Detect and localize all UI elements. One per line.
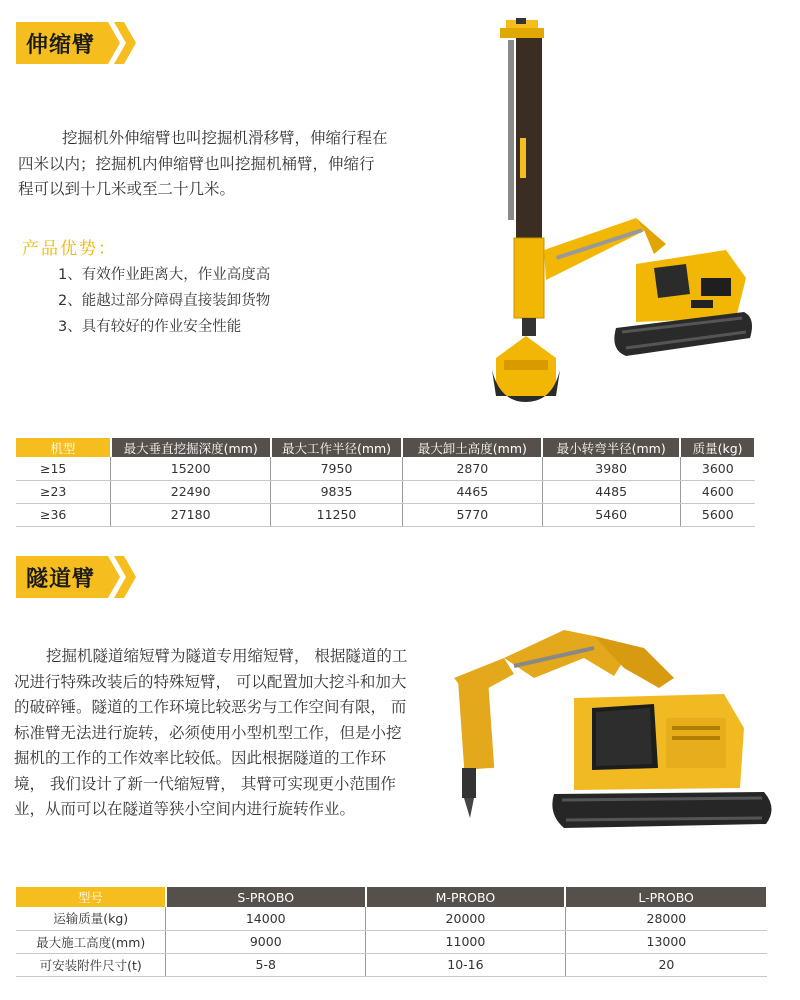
table-cell: 5460 [542, 503, 680, 526]
table-header-row [16, 887, 767, 907]
header-cell: L-PROBO [565, 887, 767, 907]
section-title: 隧道臂 [26, 567, 96, 592]
advantage-item: 1、有效作业距离大，作业高度高 [58, 267, 271, 283]
telescopic-spec-table [16, 438, 756, 527]
table-cell: 9835 [271, 480, 403, 503]
table-cell: 7950 [271, 457, 403, 480]
header-cell: M-PROBO [366, 887, 566, 907]
table-cell: 最大施工高度(mm) [16, 930, 166, 953]
paragraph-line: 况进行特殊改装后的特殊短臂， 可以配置加大挖斗和加大 [14, 672, 407, 691]
header-cell: 型号 [16, 887, 166, 907]
section-title-banner-tunnel [16, 556, 142, 598]
header-cell: 最大垂直挖掘深度(mm) [111, 438, 271, 457]
telescopic-description [18, 126, 448, 203]
table-row [16, 907, 767, 930]
header-cell: S-PROBO [166, 887, 366, 907]
header-cell: 最大卸土高度(mm) [402, 438, 542, 457]
table-cell: 可安装附件尺寸(t) [16, 953, 166, 976]
table-row [16, 457, 755, 480]
paragraph-line: 的破碎锤。隧道的工作环境比较恶劣与工作空间有限， 而 [14, 698, 407, 716]
header-cell: 最大工作半径(mm) [271, 438, 403, 457]
table-row [16, 480, 755, 503]
paragraph-line: 挖掘机隧道缩短臂为隧道专用缩短臂， 根据隧道的工 [46, 647, 408, 665]
table-cell: 4600 [680, 480, 755, 503]
advantage-item: 3、具有较好的作业安全性能 [58, 319, 242, 335]
table-cell: ≥15 [16, 457, 111, 480]
paragraph-line: 境， 我们设计了新一代缩短臂， 其臂可实现更小范围作 [14, 774, 396, 793]
table-cell: 11000 [366, 930, 566, 953]
table-cell: 2870 [402, 457, 542, 480]
paragraph-line: 掘机的工作的工作效率比较低。因此根据隧道的工作环 [14, 749, 387, 767]
paragraph-line: 标准臂无法进行旋转，必须使用小型机型工作，但是小挖 [14, 723, 402, 742]
section-title: 伸缩臂 [26, 33, 96, 58]
table-row [16, 503, 755, 526]
header-cell: 最小转弯半径(mm) [542, 438, 680, 457]
table-cell: 4485 [542, 480, 680, 503]
tunnel-excavator-image [444, 618, 780, 840]
table-cell: 13000 [565, 930, 767, 953]
table-row [16, 953, 767, 976]
table-cell: 5-8 [166, 953, 366, 976]
paragraph-line: 挖掘机外伸缩臂也叫挖掘机滑移臂，伸缩行程在 [62, 129, 388, 147]
header-cell: 质量(kg) [680, 438, 755, 457]
tunnel-description [14, 644, 454, 823]
table-cell: 5770 [402, 503, 542, 526]
table-cell: ≥23 [16, 480, 111, 503]
table-cell: 3980 [542, 457, 680, 480]
table-cell: 14000 [166, 907, 366, 930]
table-cell: 20000 [366, 907, 566, 930]
paragraph-line: 业，从而可以在隧道等狭小空间内进行旋转作业。 [14, 800, 356, 818]
table-cell: 11250 [271, 503, 403, 526]
table-cell: 10-16 [366, 953, 566, 976]
tunnel-spec-table [16, 887, 768, 977]
header-cell: 机型 [16, 438, 111, 457]
table-cell: 20 [565, 953, 767, 976]
table-cell: ≥36 [16, 503, 111, 526]
table-cell: 9000 [166, 930, 366, 953]
paragraph-line: 程可以到十几米或至二十几米。 [18, 180, 236, 198]
table-cell: 22490 [111, 480, 271, 503]
advantage-item: 2、能越过部分障碍直接装卸货物 [58, 293, 271, 309]
table-cell: 3600 [680, 457, 755, 480]
table-header-row [16, 438, 755, 457]
table-row [16, 930, 767, 953]
telescopic-excavator-image [486, 18, 756, 410]
table-cell: 28000 [565, 907, 767, 930]
advantages-list [58, 262, 270, 340]
paragraph-line: 四米以内；挖掘机内伸缩臂也叫挖掘机桶臂，伸缩行 [18, 154, 375, 173]
table-cell: 5600 [680, 503, 755, 526]
advantages-title: 产品优势： [22, 239, 117, 259]
table-cell: 27180 [111, 503, 271, 526]
section-title-banner-telescopic [16, 22, 142, 64]
table-cell: 15200 [111, 457, 271, 480]
table-cell: 4465 [402, 480, 542, 503]
table-cell: 运输质量(kg) [16, 907, 166, 930]
